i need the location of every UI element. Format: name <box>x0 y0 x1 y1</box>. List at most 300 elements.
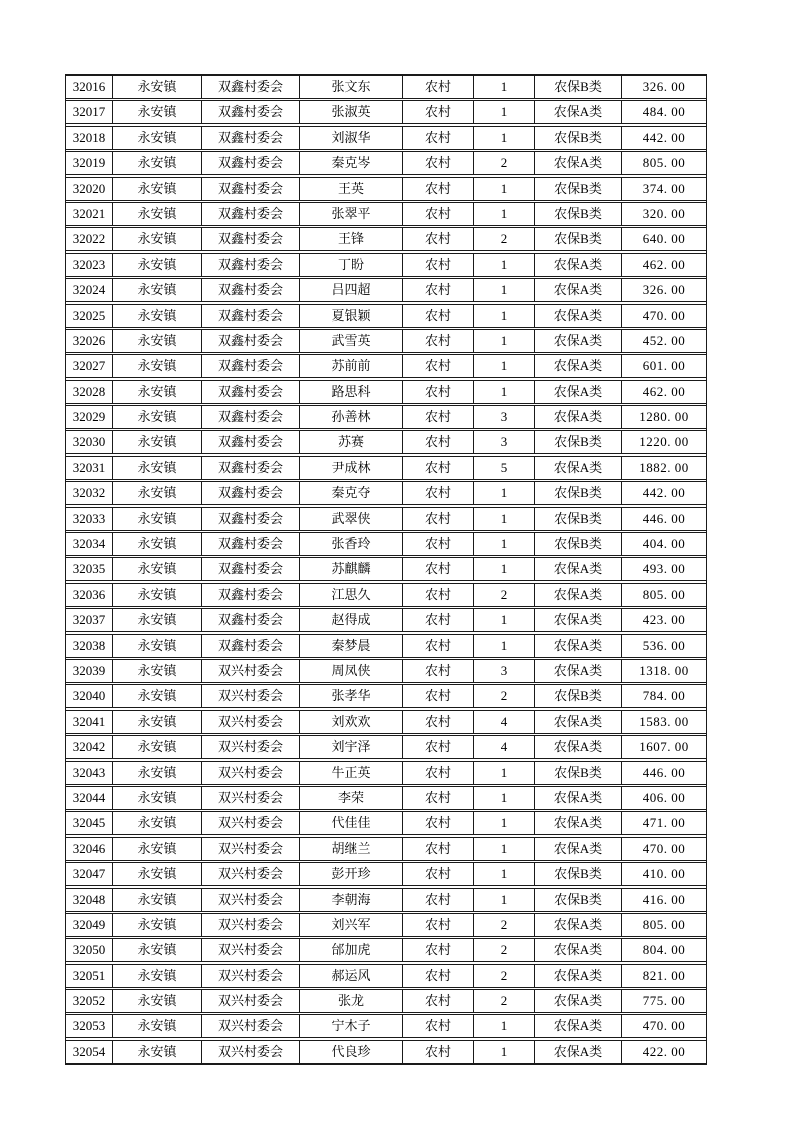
table-row <box>66 126 706 150</box>
cell-record-id: 32026 <box>72 332 106 348</box>
cell-town: 永安镇 <box>112 609 201 631</box>
cell-residence-type: 农村 <box>402 939 473 961</box>
cell-record-id: 32023 <box>72 256 106 272</box>
cell-person-name: 尹成林 <box>299 457 402 479</box>
cell-amount: 470. 00 <box>621 305 706 327</box>
cell-town: 永安镇 <box>112 863 201 885</box>
cell-person-name: 武雪英 <box>299 330 402 352</box>
cell-village-committee: 双兴村委会 <box>201 939 299 961</box>
cell-amount: 404. 00 <box>621 533 706 555</box>
table-row <box>66 888 706 912</box>
cell-town: 永安镇 <box>112 381 201 403</box>
cell-amount: 442. 00 <box>621 127 706 149</box>
cell-amount: 416. 00 <box>621 889 706 911</box>
cell-person-name: 路思科 <box>299 381 402 403</box>
cell-village-committee: 双鑫村委会 <box>201 584 299 606</box>
cell-insurance-type: 农保A类 <box>534 635 621 657</box>
cell-person-name: 吕四超 <box>299 279 402 301</box>
cell-amount: 423. 00 <box>621 609 706 631</box>
cell-amount: 601. 00 <box>621 355 706 377</box>
cell-record-id: 32041 <box>72 713 106 729</box>
cell-person-name: 张孝华 <box>299 685 402 707</box>
cell-village-committee: 双鑫村委会 <box>201 305 299 327</box>
cell-person-count: 1 <box>473 1015 534 1037</box>
cell-village-committee: 双鑫村委会 <box>201 533 299 555</box>
cell-residence-type: 农村 <box>402 660 473 682</box>
cell-village-committee: 双兴村委会 <box>201 990 299 1012</box>
cell-insurance-type: 农保A类 <box>534 914 621 936</box>
cell-residence-type: 农村 <box>402 254 473 276</box>
cell-amount: 410. 00 <box>621 863 706 885</box>
cell-insurance-type: 农保A类 <box>534 990 621 1012</box>
cell-person-count: 3 <box>473 406 534 428</box>
cell-record-id: 32050 <box>72 942 106 958</box>
cell-residence-type: 农村 <box>402 1041 473 1063</box>
cell-person-name: 孙善林 <box>299 406 402 428</box>
cell-residence-type: 农村 <box>402 406 473 428</box>
table-row <box>66 227 706 251</box>
cell-record-id: 32029 <box>72 409 106 425</box>
cell-residence-type: 农村 <box>402 965 473 987</box>
table-row <box>66 583 706 607</box>
cell-person-name: 张翠平 <box>299 203 402 225</box>
cell-town: 永安镇 <box>112 736 201 758</box>
cell-residence-type: 农村 <box>402 584 473 606</box>
cell-person-count: 1 <box>473 812 534 834</box>
cell-record-id: 32020 <box>72 180 106 196</box>
cell-town: 永安镇 <box>112 965 201 987</box>
cell-record-id: 32043 <box>72 764 106 780</box>
table-row <box>66 354 706 378</box>
cell-village-committee: 双兴村委会 <box>201 787 299 809</box>
cell-record-id: 32030 <box>72 434 106 450</box>
cell-village-committee: 双兴村委会 <box>201 1041 299 1063</box>
table-row <box>66 1040 706 1064</box>
table-row <box>66 100 706 124</box>
cell-village-committee: 双鑫村委会 <box>201 127 299 149</box>
cell-person-count: 1 <box>473 305 534 327</box>
cell-insurance-type: 农保A类 <box>534 1015 621 1037</box>
cell-person-name: 李荣 <box>299 787 402 809</box>
cell-person-name: 周凤侠 <box>299 660 402 682</box>
cell-insurance-type: 农保A类 <box>534 609 621 631</box>
cell-insurance-type: 农保A类 <box>534 965 621 987</box>
cell-person-name: 苏麒麟 <box>299 558 402 580</box>
cell-village-committee: 双鑫村委会 <box>201 76 299 98</box>
cell-insurance-type: 农保B类 <box>534 889 621 911</box>
cell-residence-type: 农村 <box>402 711 473 733</box>
cell-insurance-type: 农保A类 <box>534 711 621 733</box>
cell-town: 永安镇 <box>112 101 201 123</box>
cell-person-name: 夏银颖 <box>299 305 402 327</box>
table-row <box>66 405 706 429</box>
cell-residence-type: 农村 <box>402 482 473 504</box>
cell-town: 永安镇 <box>112 914 201 936</box>
cell-village-committee: 双鑫村委会 <box>201 431 299 453</box>
cell-insurance-type: 农保A类 <box>534 254 621 276</box>
cell-record-id: 32053 <box>72 1018 106 1034</box>
cell-amount: 484. 00 <box>621 101 706 123</box>
cell-town: 永安镇 <box>112 152 201 174</box>
cell-person-count: 1 <box>473 355 534 377</box>
table-row <box>66 786 706 810</box>
cell-village-committee: 双兴村委会 <box>201 1015 299 1037</box>
cell-insurance-type: 农保A类 <box>534 558 621 580</box>
cell-town: 永安镇 <box>112 558 201 580</box>
cell-record-id: 32019 <box>72 155 106 171</box>
table-row <box>66 557 706 581</box>
cell-town: 永安镇 <box>112 508 201 530</box>
cell-person-name: 张龙 <box>299 990 402 1012</box>
cell-residence-type: 农村 <box>402 889 473 911</box>
cell-amount: 536. 00 <box>621 635 706 657</box>
cell-insurance-type: 农保B类 <box>534 203 621 225</box>
cell-town: 永安镇 <box>112 533 201 555</box>
cell-person-name: 张淑英 <box>299 101 402 123</box>
table-row <box>66 329 706 353</box>
cell-insurance-type: 农保B类 <box>534 762 621 784</box>
cell-amount: 493. 00 <box>621 558 706 580</box>
cell-residence-type: 农村 <box>402 812 473 834</box>
cell-residence-type: 农村 <box>402 178 473 200</box>
cell-town: 永安镇 <box>112 330 201 352</box>
table-row <box>66 202 706 226</box>
cell-amount: 470. 00 <box>621 838 706 860</box>
cell-village-committee: 双兴村委会 <box>201 863 299 885</box>
cell-person-name: 彭开珍 <box>299 863 402 885</box>
cell-insurance-type: 农保A类 <box>534 838 621 860</box>
cell-village-committee: 双鑫村委会 <box>201 482 299 504</box>
cell-amount: 805. 00 <box>621 584 706 606</box>
cell-insurance-type: 农保A类 <box>534 584 621 606</box>
cell-person-count: 1 <box>473 381 534 403</box>
table-row <box>66 862 706 886</box>
cell-residence-type: 农村 <box>402 533 473 555</box>
cell-residence-type: 农村 <box>402 431 473 453</box>
cell-record-id: 32021 <box>72 205 106 221</box>
cell-village-committee: 双鑫村委会 <box>201 406 299 428</box>
cell-record-id: 32037 <box>72 612 106 628</box>
cell-town: 永安镇 <box>112 762 201 784</box>
cell-record-id: 32035 <box>72 561 106 577</box>
cell-person-count: 1 <box>473 558 534 580</box>
cell-person-name: 丁盼 <box>299 254 402 276</box>
cell-town: 永安镇 <box>112 635 201 657</box>
cell-town: 永安镇 <box>112 431 201 453</box>
cell-record-id: 32054 <box>72 1043 106 1059</box>
cell-record-id: 32040 <box>72 688 106 704</box>
cell-amount: 784. 00 <box>621 685 706 707</box>
cell-residence-type: 农村 <box>402 609 473 631</box>
cell-record-id: 32048 <box>72 891 106 907</box>
cell-town: 永安镇 <box>112 457 201 479</box>
cell-record-id: 32046 <box>72 840 106 856</box>
cell-village-committee: 双鑫村委会 <box>201 228 299 250</box>
cell-person-count: 1 <box>473 279 534 301</box>
cell-residence-type: 农村 <box>402 1015 473 1037</box>
table-row <box>66 1014 706 1038</box>
cell-person-count: 4 <box>473 711 534 733</box>
cell-person-name: 秦梦晨 <box>299 635 402 657</box>
records-table <box>65 74 707 1065</box>
cell-person-count: 1 <box>473 863 534 885</box>
table-row <box>66 430 706 454</box>
cell-village-committee: 双鑫村委会 <box>201 457 299 479</box>
cell-town: 永安镇 <box>112 254 201 276</box>
cell-village-committee: 双鑫村委会 <box>201 203 299 225</box>
cell-record-id: 32025 <box>72 307 106 323</box>
cell-village-committee: 双兴村委会 <box>201 812 299 834</box>
cell-record-id: 32017 <box>72 104 106 120</box>
cell-residence-type: 农村 <box>402 127 473 149</box>
cell-person-count: 1 <box>473 838 534 860</box>
table-row <box>66 481 706 505</box>
cell-village-committee: 双鑫村委会 <box>201 558 299 580</box>
table-row <box>66 278 706 302</box>
cell-person-count: 3 <box>473 660 534 682</box>
cell-town: 永安镇 <box>112 203 201 225</box>
cell-village-committee: 双鑫村委会 <box>201 330 299 352</box>
cell-person-count: 1 <box>473 787 534 809</box>
cell-person-name: 胡继兰 <box>299 838 402 860</box>
cell-village-committee: 双兴村委会 <box>201 762 299 784</box>
table-row <box>66 938 706 962</box>
cell-village-committee: 双鑫村委会 <box>201 355 299 377</box>
cell-person-name: 李朝海 <box>299 889 402 911</box>
cell-town: 永安镇 <box>112 939 201 961</box>
cell-town: 永安镇 <box>112 838 201 860</box>
cell-person-count: 1 <box>473 76 534 98</box>
cell-amount: 470. 00 <box>621 1015 706 1037</box>
cell-record-id: 32042 <box>72 739 106 755</box>
cell-record-id: 32047 <box>72 866 106 882</box>
cell-record-id: 32024 <box>72 282 106 298</box>
cell-person-count: 1 <box>473 127 534 149</box>
cell-record-id: 32038 <box>72 637 106 653</box>
cell-village-committee: 双兴村委会 <box>201 736 299 758</box>
cell-person-count: 2 <box>473 685 534 707</box>
table-row <box>66 761 706 785</box>
cell-insurance-type: 农保B类 <box>534 482 621 504</box>
cell-insurance-type: 农保A类 <box>534 457 621 479</box>
cell-village-committee: 双兴村委会 <box>201 914 299 936</box>
cell-insurance-type: 农保A类 <box>534 152 621 174</box>
cell-person-count: 1 <box>473 609 534 631</box>
cell-insurance-type: 农保B类 <box>534 76 621 98</box>
table-row <box>66 507 706 531</box>
cell-town: 永安镇 <box>112 305 201 327</box>
cell-amount: 446. 00 <box>621 762 706 784</box>
table-row <box>66 532 706 556</box>
cell-person-count: 1 <box>473 101 534 123</box>
cell-residence-type: 农村 <box>402 305 473 327</box>
cell-person-name: 宁木子 <box>299 1015 402 1037</box>
cell-person-name: 王锋 <box>299 228 402 250</box>
table-row <box>66 253 706 277</box>
cell-residence-type: 农村 <box>402 914 473 936</box>
cell-person-count: 1 <box>473 254 534 276</box>
cell-person-count: 4 <box>473 736 534 758</box>
cell-residence-type: 农村 <box>402 736 473 758</box>
cell-amount: 821. 00 <box>621 965 706 987</box>
cell-village-committee: 双鑫村委会 <box>201 254 299 276</box>
cell-village-committee: 双鑫村委会 <box>201 101 299 123</box>
cell-record-id: 32039 <box>72 662 106 678</box>
cell-person-count: 3 <box>473 431 534 453</box>
cell-insurance-type: 农保B类 <box>534 533 621 555</box>
cell-amount: 775. 00 <box>621 990 706 1012</box>
cell-town: 永安镇 <box>112 482 201 504</box>
cell-record-id: 32034 <box>72 536 106 552</box>
table-row <box>66 634 706 658</box>
cell-residence-type: 农村 <box>402 990 473 1012</box>
cell-amount: 1280. 00 <box>621 406 706 428</box>
cell-person-count: 2 <box>473 939 534 961</box>
cell-residence-type: 农村 <box>402 762 473 784</box>
cell-village-committee: 双鑫村委会 <box>201 152 299 174</box>
cell-amount: 320. 00 <box>621 203 706 225</box>
table-row <box>66 811 706 835</box>
cell-village-committee: 双兴村委会 <box>201 685 299 707</box>
cell-insurance-type: 农保A类 <box>534 355 621 377</box>
cell-amount: 326. 00 <box>621 76 706 98</box>
cell-person-count: 1 <box>473 533 534 555</box>
cell-residence-type: 农村 <box>402 330 473 352</box>
cell-insurance-type: 农保A类 <box>534 279 621 301</box>
cell-amount: 471. 00 <box>621 812 706 834</box>
cell-town: 永安镇 <box>112 127 201 149</box>
cell-insurance-type: 农保A类 <box>534 660 621 682</box>
cell-amount: 462. 00 <box>621 381 706 403</box>
cell-person-name: 武翠侠 <box>299 508 402 530</box>
cell-amount: 805. 00 <box>621 914 706 936</box>
table-row <box>66 964 706 988</box>
cell-town: 永安镇 <box>112 685 201 707</box>
cell-insurance-type: 农保B类 <box>534 863 621 885</box>
cell-insurance-type: 农保A类 <box>534 330 621 352</box>
cell-residence-type: 农村 <box>402 558 473 580</box>
cell-person-count: 1 <box>473 889 534 911</box>
cell-town: 永安镇 <box>112 584 201 606</box>
table-row <box>66 710 706 734</box>
cell-person-name: 张文东 <box>299 76 402 98</box>
cell-village-committee: 双兴村委会 <box>201 965 299 987</box>
cell-town: 永安镇 <box>112 178 201 200</box>
cell-person-count: 1 <box>473 482 534 504</box>
cell-amount: 640. 00 <box>621 228 706 250</box>
cell-record-id: 32044 <box>72 789 106 805</box>
cell-village-committee: 双鑫村委会 <box>201 178 299 200</box>
cell-amount: 406. 00 <box>621 787 706 809</box>
cell-insurance-type: 农保B类 <box>534 228 621 250</box>
cell-person-name: 代佳佳 <box>299 812 402 834</box>
cell-amount: 804. 00 <box>621 939 706 961</box>
table-row <box>66 177 706 201</box>
table-row <box>66 684 706 708</box>
cell-record-id: 32049 <box>72 916 106 932</box>
cell-insurance-type: 农保A类 <box>534 736 621 758</box>
table-row <box>66 380 706 404</box>
cell-residence-type: 农村 <box>402 863 473 885</box>
table-row <box>66 75 706 99</box>
table-row <box>66 837 706 861</box>
cell-insurance-type: 农保A类 <box>534 787 621 809</box>
cell-amount: 462. 00 <box>621 254 706 276</box>
cell-amount: 442. 00 <box>621 482 706 504</box>
cell-person-count: 2 <box>473 990 534 1012</box>
cell-residence-type: 农村 <box>402 152 473 174</box>
cell-person-count: 1 <box>473 762 534 784</box>
cell-town: 永安镇 <box>112 812 201 834</box>
cell-amount: 1318. 00 <box>621 660 706 682</box>
cell-village-committee: 双鑫村委会 <box>201 381 299 403</box>
cell-person-name: 张香玲 <box>299 533 402 555</box>
cell-person-name: 江思久 <box>299 584 402 606</box>
cell-record-id: 32022 <box>72 231 106 247</box>
cell-person-count: 5 <box>473 457 534 479</box>
cell-record-id: 32051 <box>72 967 106 983</box>
cell-person-count: 2 <box>473 152 534 174</box>
cell-residence-type: 农村 <box>402 228 473 250</box>
cell-person-name: 邰加虎 <box>299 939 402 961</box>
cell-town: 永安镇 <box>112 279 201 301</box>
cell-residence-type: 农村 <box>402 685 473 707</box>
cell-person-name: 刘欢欢 <box>299 711 402 733</box>
cell-person-name: 赵得成 <box>299 609 402 631</box>
cell-record-id: 32028 <box>72 383 106 399</box>
cell-village-committee: 双兴村委会 <box>201 889 299 911</box>
cell-town: 永安镇 <box>112 711 201 733</box>
cell-residence-type: 农村 <box>402 787 473 809</box>
cell-record-id: 32036 <box>72 586 106 602</box>
cell-town: 永安镇 <box>112 406 201 428</box>
cell-residence-type: 农村 <box>402 635 473 657</box>
table-row <box>66 456 706 480</box>
cell-insurance-type: 农保A类 <box>534 406 621 428</box>
cell-village-committee: 双鑫村委会 <box>201 279 299 301</box>
cell-village-committee: 双鑫村委会 <box>201 508 299 530</box>
cell-record-id: 32016 <box>72 79 106 94</box>
cell-village-committee: 双兴村委会 <box>201 711 299 733</box>
cell-town: 永安镇 <box>112 76 201 98</box>
cell-residence-type: 农村 <box>402 508 473 530</box>
cell-residence-type: 农村 <box>402 76 473 98</box>
cell-person-name: 刘淑华 <box>299 127 402 149</box>
table-row <box>66 913 706 937</box>
table-row <box>66 659 706 683</box>
cell-record-id: 32018 <box>72 129 106 145</box>
cell-amount: 326. 00 <box>621 279 706 301</box>
cell-town: 永安镇 <box>112 787 201 809</box>
cell-village-committee: 双鑫村委会 <box>201 609 299 631</box>
cell-amount: 1882. 00 <box>621 457 706 479</box>
cell-amount: 1220. 00 <box>621 431 706 453</box>
cell-insurance-type: 农保A类 <box>534 1041 621 1063</box>
cell-person-name: 牛正英 <box>299 762 402 784</box>
cell-town: 永安镇 <box>112 228 201 250</box>
cell-person-name: 秦克夺 <box>299 482 402 504</box>
cell-town: 永安镇 <box>112 1015 201 1037</box>
cell-town: 永安镇 <box>112 990 201 1012</box>
cell-amount: 422. 00 <box>621 1041 706 1063</box>
cell-amount: 374. 00 <box>621 178 706 200</box>
cell-village-committee: 双兴村委会 <box>201 660 299 682</box>
cell-insurance-type: 农保B类 <box>534 685 621 707</box>
cell-person-count: 2 <box>473 228 534 250</box>
cell-amount: 805. 00 <box>621 152 706 174</box>
cell-record-id: 32031 <box>72 459 106 475</box>
cell-residence-type: 农村 <box>402 457 473 479</box>
